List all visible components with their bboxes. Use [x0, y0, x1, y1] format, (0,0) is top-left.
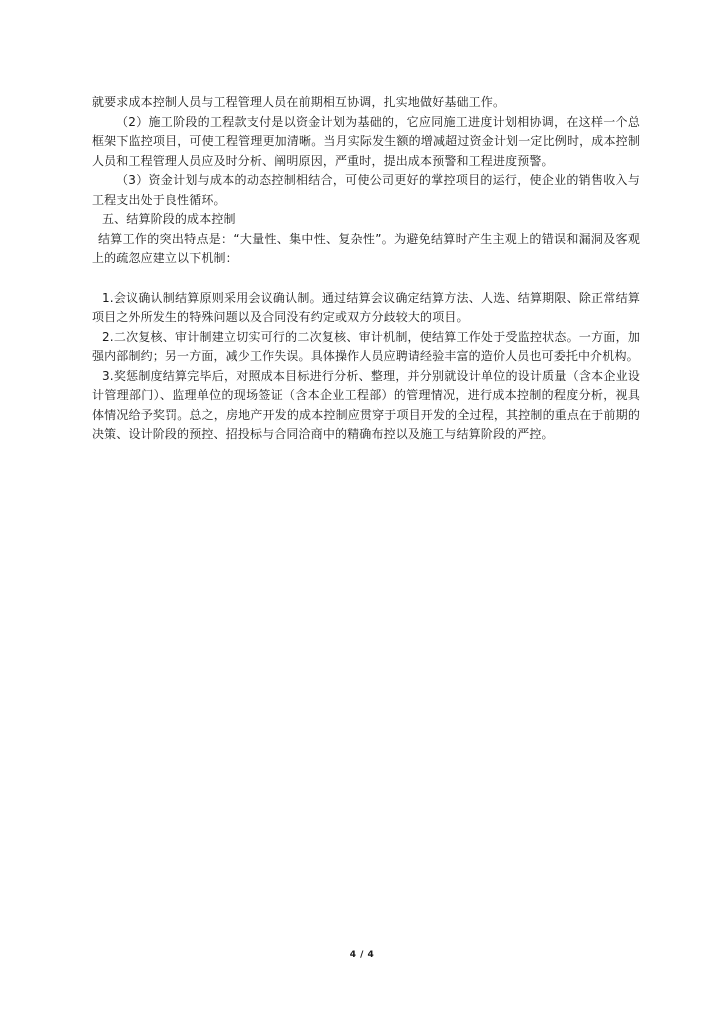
list-item-double-review: 2.二次复核、审计制建立切实可行的二次复核、审计机制，使结算工作处于受监控状态。一方面，加强内部制约；另一方面，减少工作失误。具体操作人员应聘请经验丰富的造价人员也可委托中介机构。	[92, 329, 640, 363]
paragraph-continuation: 就要求成本控制人员与工程管理人员在前期相互协调，扎实地做好基础工作。	[92, 95, 506, 109]
paragraph-settlement-intro: 结算工作的突出特点是：“大量性、集中性、复杂性”。为避免结算时产生主观上的错误和漏洞及客观上的疏忽应建立以下机制：	[92, 231, 640, 265]
section-heading-settlement: 五、结算阶段的成本控制	[102, 212, 236, 226]
paragraph-spacer	[92, 269, 640, 289]
page-number: 4 / 4	[349, 950, 375, 960]
document-body	[92, 93, 640, 445]
paragraph-item-3: （3）资金计划与成本的动态控制相结合，可使公司更好的掌控项目的运行，使企业的销售收入与工程支出处于良性循环。	[92, 173, 640, 207]
list-item-reward-penalty: 3.奖惩制度结算完毕后，对照成本目标进行分析、整理，并分别就设计单位的设计质量（含本企业设计管理部门）、监理单位的现场签证（含本企业工程部）的管理情况，进行成本控制的程度分析，视具体情况给予奖罚。总之，房地产开发的成本控制应贯穿于项目开发的全过程，其控制的重点在于前期的决策、设计阶段的预控、招投标与合同洽商中的精确布控以及施工与结算阶段的严控。	[92, 368, 640, 441]
list-item-meeting-confirmation: 1.会议确认制结算原则采用会议确认制。通过结算会议确定结算方法、人选、结算期限、除正常结算项目之外所发生的特殊问题以及合同没有约定或双方分歧较大的项目。	[92, 290, 640, 324]
paragraph-item-2: （2）施工阶段的工程款支付是以资金计划为基础的，它应同施工进度计划相协调，在这样一个总框架下监控项目，可使工程管理更加清晰。当月实际发生额的增减超过资金计划一定比例时，成本控制人员和工程管理人员应及时分析、阐明原因，严重时，提出成本预警和工程进度预警。	[92, 114, 640, 168]
